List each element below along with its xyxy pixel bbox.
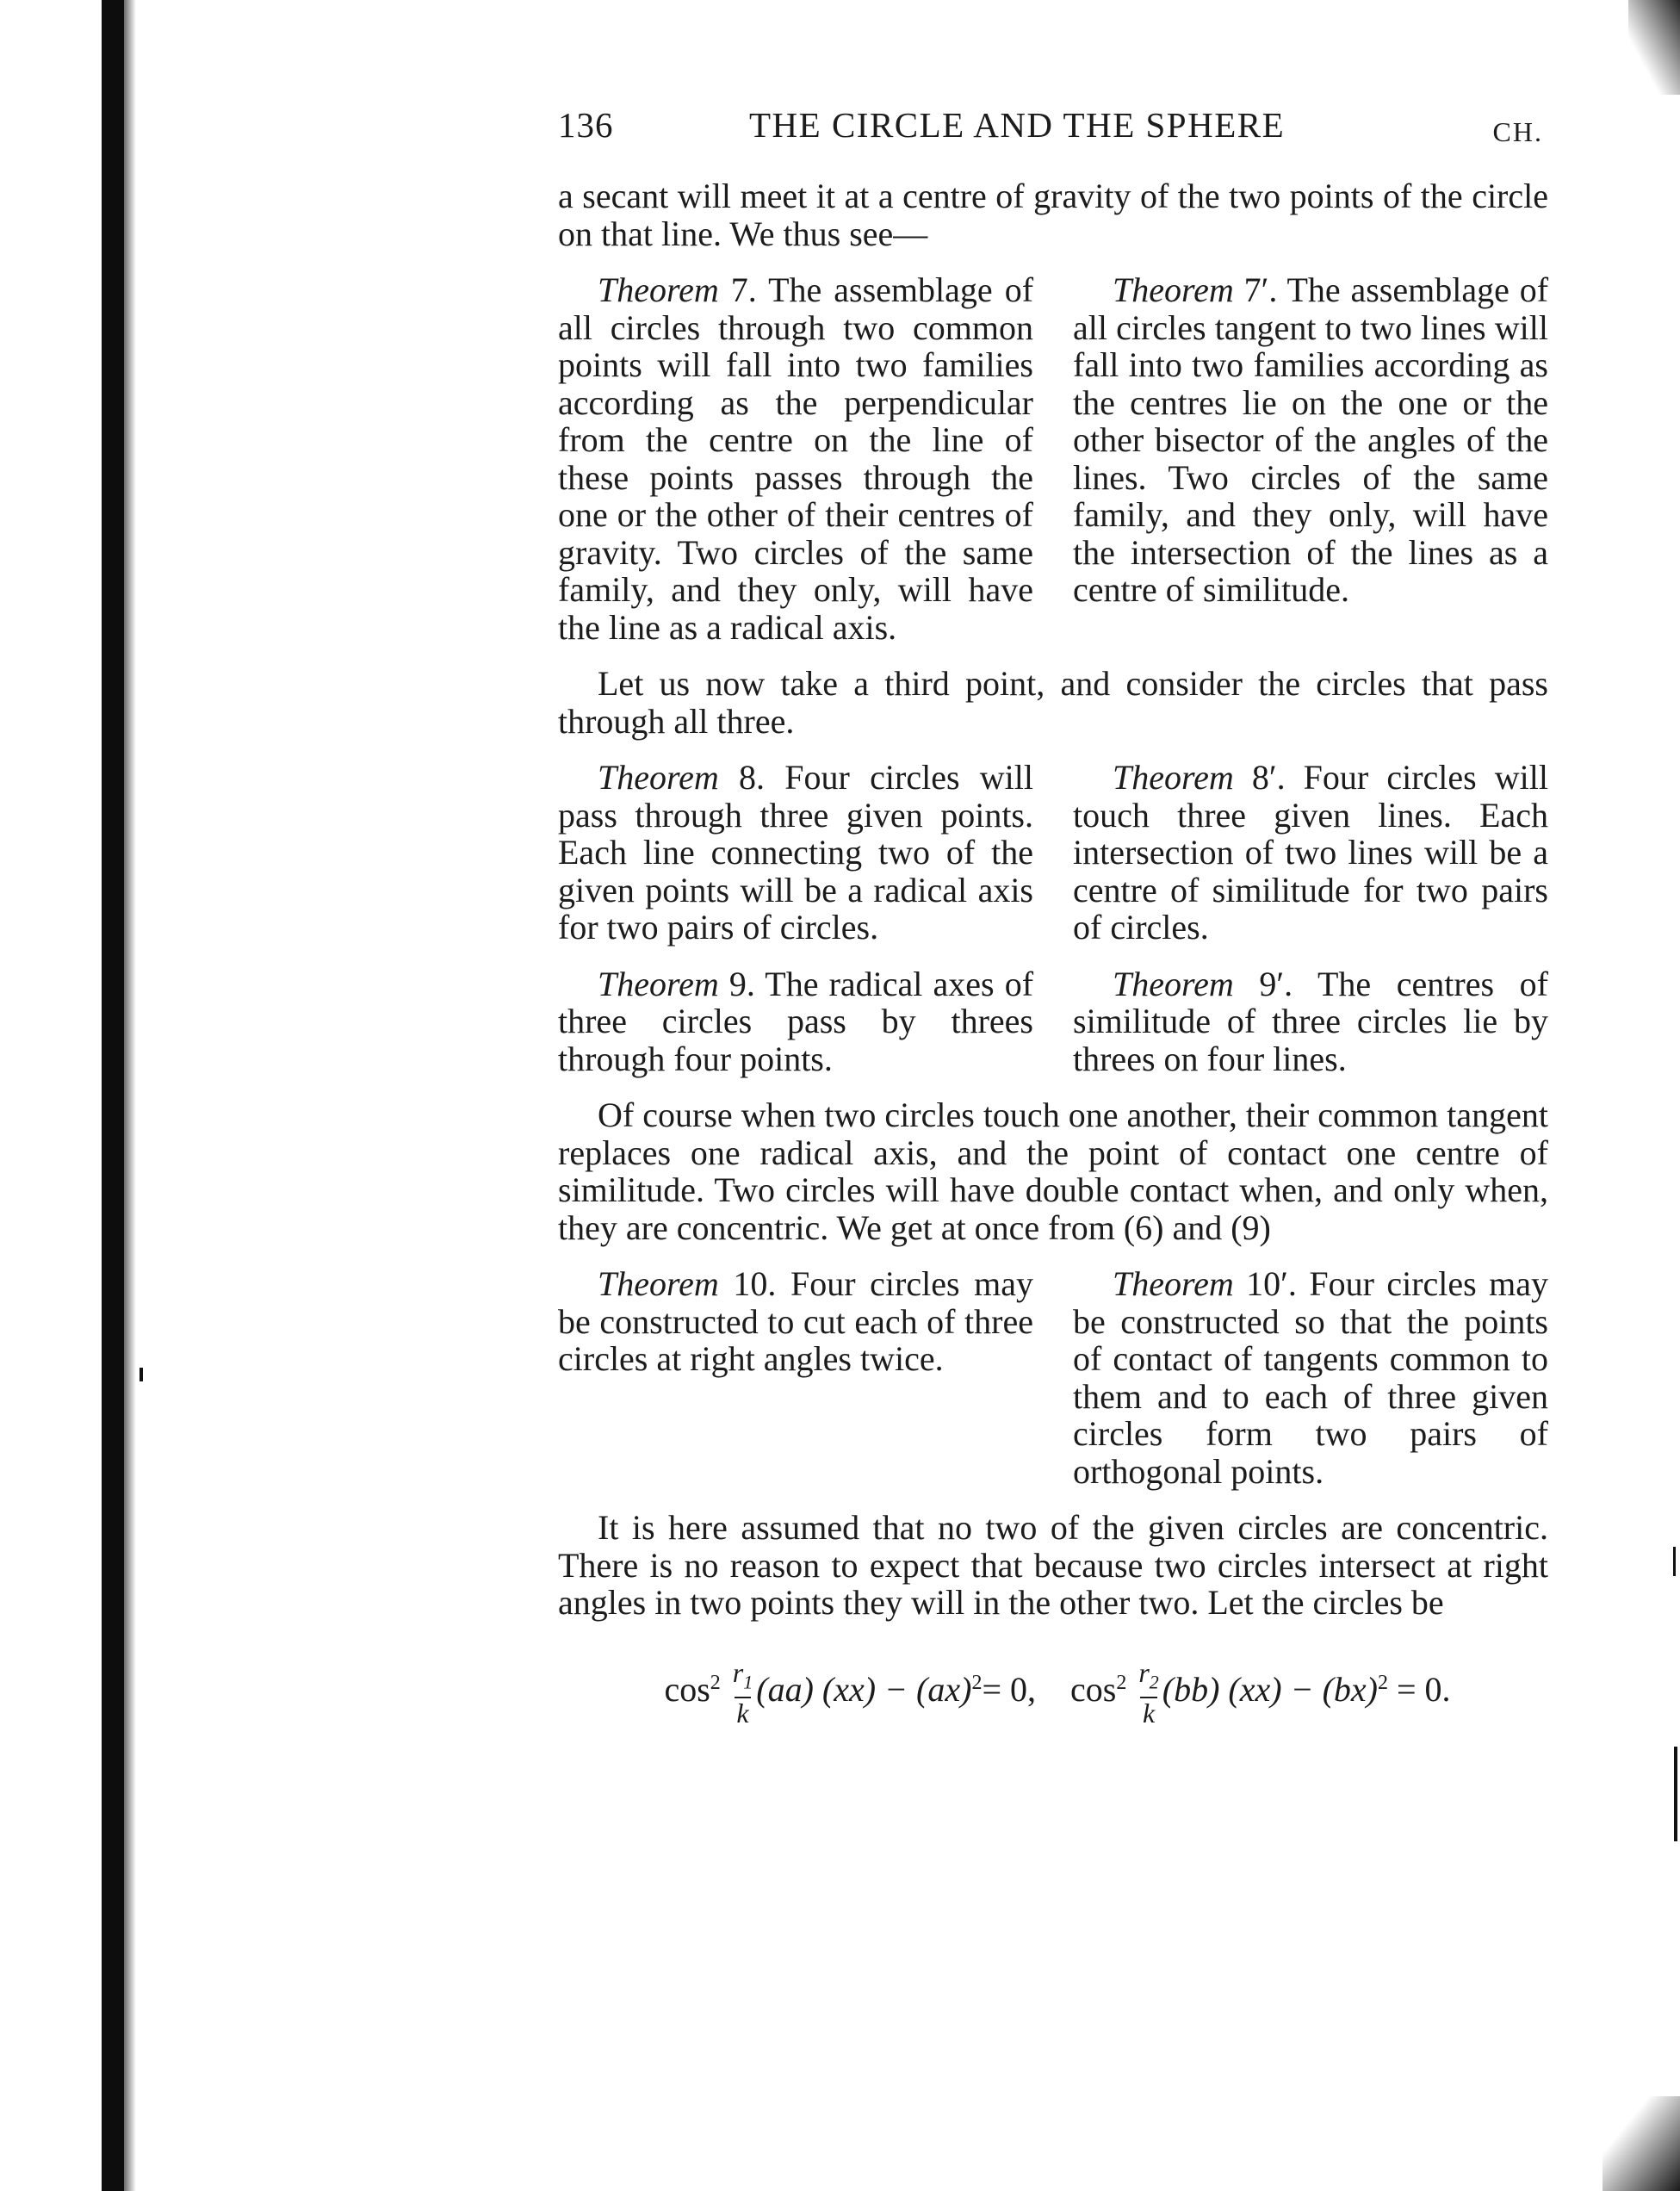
theorem-7 [558,271,1033,646]
theorem-label: Theorem [1113,758,1234,797]
theorem-9-prime [1073,965,1548,1078]
book-page [558,102,1548,1728]
circle-equations [558,1658,1548,1728]
numerator-var: r [1138,1656,1150,1688]
right-equation-body: (bb) (xx) − (bx) [1162,1669,1378,1709]
theorem-label: Theorem [598,270,719,309]
theorem-label: Theorem [1113,964,1234,1003]
theorem-9 [558,965,1033,1078]
theorem-number: 9′. [1259,964,1293,1003]
theorem-10 [558,1265,1033,1490]
fraction-numerator [733,1658,753,1697]
theorem-pair-8 [558,759,1548,947]
theorem-number: 8. [739,758,766,797]
theorem-number: 10. [733,1264,777,1303]
theorem-8 [558,759,1033,947]
theorem-pair-10 [558,1265,1548,1490]
fraction-denominator: k [1142,1697,1156,1729]
theorem-label: Theorem [1113,1264,1234,1303]
page-corner-top [1628,0,1680,95]
theorem-text: Four circles may be constructed to cut each of three circles at right angles twice. [558,1264,1034,1378]
speck-mark [139,1368,143,1381]
theorem-text: Four circles may be constructed so that the points of contact of tangents common to them and to each of three given circles form two pairs of orthogonal points. [1073,1264,1549,1491]
touch-paragraph: Of course when two circles touch one another, their common tangent replaces one radical axis, and the point of contact one centre of similitude. Two circles will have double contact when, and only when, they are concentric. We get at once from (6) and (9) [558,1096,1548,1247]
fraction-numerator [1138,1658,1158,1697]
theorem-8-prime [1073,759,1548,947]
page-number: 136 [558,105,614,145]
numerator-var: r [732,1656,744,1688]
theorem-text: The assemblage of all circles through two common points will fall into two families according as the perpendicular from the centre on the line of these points passes through the one or the other of their centres of gravity. Two circles of the same family, and they only, will have the line as a radical axis. [558,270,1034,647]
exponent: 2 [1377,1671,1388,1694]
theorem-pair-9 [558,965,1548,1078]
theorem-label: Theorem [1113,270,1234,309]
fraction-r1-over-k [733,1658,753,1728]
theorem-text: Four circles will touch three given lines. Each intersection of two lines will be a centre of similitude for two pairs of circles. [1073,758,1549,947]
numerator-subscript: 2 [1149,1670,1159,1692]
left-equation-end: = 0, [982,1669,1036,1709]
theorem-number: 7. [730,270,757,309]
exponent: 2 [971,1671,983,1694]
assumption-paragraph: It is here assumed that no two of the given circles are concentric. There is no reason to expect that because two circles intersect at right angles in two points they will in the other two. Let the circles be [558,1508,1548,1622]
fraction-denominator: k [736,1697,749,1729]
theorem-number: 7′. [1243,270,1278,309]
cos-symbol: cos [1070,1669,1117,1709]
theorem-number: 8′. [1251,758,1286,797]
book-spine-shadow [102,0,124,2191]
running-header [558,102,1548,153]
running-title: THE CIRCLE AND THE SPHERE [749,105,1286,145]
page-corner-bottom [1603,2096,1680,2191]
exponent: 2 [1116,1671,1127,1694]
edge-mark [1673,1547,1676,1576]
fraction-r2-over-k [1138,1658,1158,1728]
left-equation-body: (aa) (xx) − (ax) [756,1669,972,1709]
theorem-number: 9. [728,964,755,1003]
theorem-10-prime [1073,1265,1548,1490]
right-equation-end: = 0. [1396,1669,1451,1709]
theorem-pair-7 [558,271,1548,646]
theorem-7-prime [1073,271,1548,646]
exponent: 2 [710,1671,721,1694]
theorem-label: Theorem [598,964,719,1003]
numerator-subscript: 1 [743,1670,753,1692]
theorem-text: The centres of similitude of three circles lie by threes on four lines. [1073,964,1548,1078]
cos-symbol: cos [664,1669,710,1709]
theorem-text: Four circles will pass through three given points. Each line connecting two of the given points will be a radical axis for two pairs of circles. [558,758,1034,947]
third-point-paragraph: Let us now take a third point, and consider the circles that pass through all three. [558,664,1548,741]
chapter-mark: CH. [1492,116,1543,147]
theorem-number: 10′. [1246,1264,1297,1303]
theorem-text: The assemblage of all circles tangent to two lines will fall into two families according as the centres lie on the one or the other bisector of the angles of the lines. Two circles of the same family, and they only, will have the intersection of the lines as a centre of similitude. [1073,270,1549,609]
theorem-label: Theorem [598,1264,719,1303]
theorem-text: The radical axes of three circles pass by threes through four points. [558,964,1034,1078]
gutter-gradient [124,0,136,2191]
edge-mark [1674,1747,1677,1841]
intro-paragraph: a secant will meet it at a centre of gravity of the two points of the circle on that line. We thus see— [558,177,1548,253]
theorem-label: Theorem [598,758,719,797]
